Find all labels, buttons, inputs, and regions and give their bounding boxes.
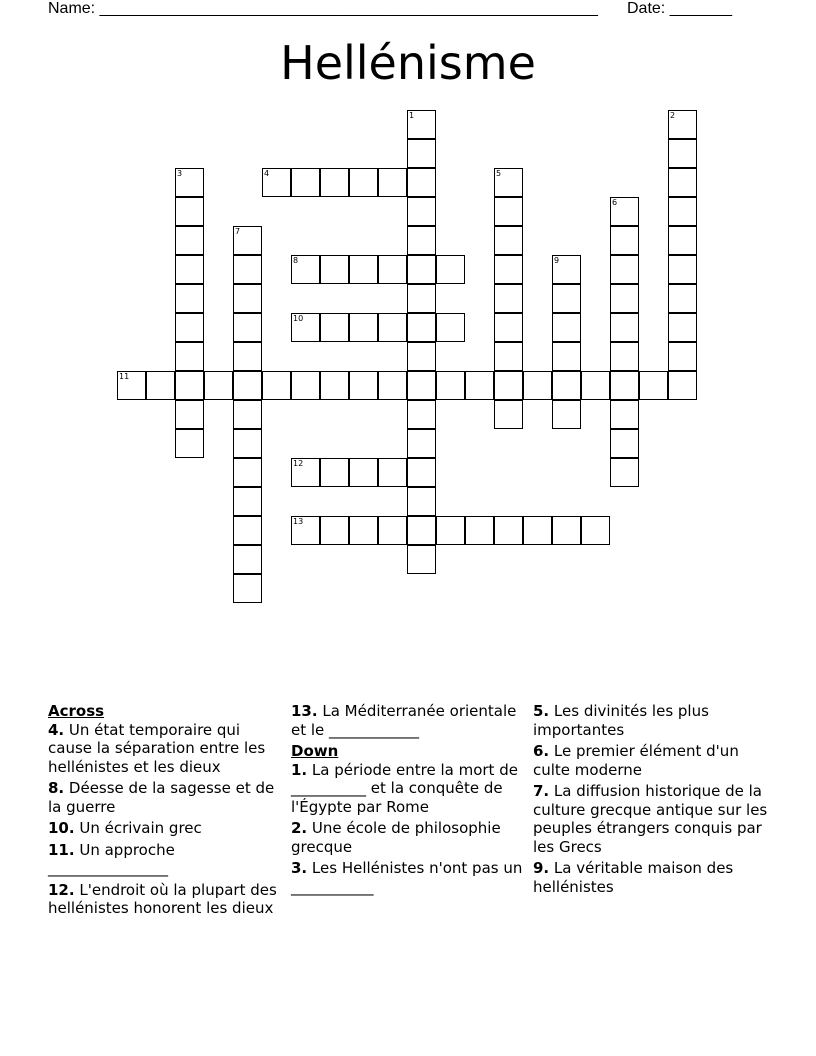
grid-cell[interactable]: [175, 255, 204, 284]
grid-cell[interactable]: [610, 458, 639, 487]
grid-cell[interactable]: [407, 545, 436, 574]
grid-cell[interactable]: [233, 429, 262, 458]
cell-number: 7: [235, 227, 241, 236]
grid-cell[interactable]: [175, 400, 204, 429]
clue-text: La période entre la mort de __________ et la conquête de l'Égypte par Rome: [291, 760, 518, 816]
grid-cell[interactable]: [117, 371, 146, 400]
grid-cell[interactable]: [262, 371, 291, 400]
grid-cell[interactable]: [407, 313, 436, 342]
grid-cell[interactable]: [407, 139, 436, 168]
clue-down-5: [533, 702, 771, 739]
grid-cell[interactable]: [668, 110, 697, 139]
grid-cell[interactable]: [233, 487, 262, 516]
grid-cell[interactable]: [407, 110, 436, 139]
grid-cell[interactable]: [349, 313, 378, 342]
grid-cell[interactable]: [320, 458, 349, 487]
grid-cell[interactable]: [407, 516, 436, 545]
grid-cell[interactable]: [233, 574, 262, 603]
grid-cell[interactable]: [349, 255, 378, 284]
grid-cell[interactable]: [436, 313, 465, 342]
grid-cell[interactable]: [175, 226, 204, 255]
grid-cell[interactable]: [552, 342, 581, 371]
clues-column-3: [533, 702, 771, 899]
cell-number: 1: [409, 111, 415, 120]
grid-cell[interactable]: [436, 255, 465, 284]
grid-cell[interactable]: [407, 168, 436, 197]
grid-cell[interactable]: [320, 168, 349, 197]
grid-cell[interactable]: [581, 371, 610, 400]
down-heading: Down: [291, 742, 339, 760]
grid-cell[interactable]: [175, 429, 204, 458]
grid-cell[interactable]: [668, 197, 697, 226]
grid-cell[interactable]: [378, 371, 407, 400]
page-title: Hellénisme: [280, 36, 536, 90]
grid-cell[interactable]: [349, 516, 378, 545]
clue-across-11: [48, 841, 286, 878]
clue-down-2: [291, 819, 529, 856]
date-field-label: Date: _______: [627, 0, 732, 17]
clue-text: Le premier élément d'un culte moderne: [533, 742, 739, 779]
cell-number: 9: [554, 256, 560, 265]
clue-text: La Méditerranée orientale et le ____________: [291, 702, 517, 739]
grid-cell[interactable]: [233, 342, 262, 371]
clue-number: 2.: [291, 819, 308, 837]
grid-cell[interactable]: [407, 342, 436, 371]
grid-cell[interactable]: [175, 342, 204, 371]
grid-cell[interactable]: [320, 371, 349, 400]
grid-cell[interactable]: [378, 458, 407, 487]
clue-number: 11.: [48, 840, 75, 859]
grid-cell[interactable]: [233, 545, 262, 574]
grid-cell[interactable]: [668, 342, 697, 371]
across-heading: Across: [48, 702, 105, 720]
cell-number: 8: [293, 256, 299, 265]
grid-cell[interactable]: [262, 168, 291, 197]
grid-cell[interactable]: [494, 342, 523, 371]
grid-cell[interactable]: [349, 371, 378, 400]
grid-cell[interactable]: [523, 371, 552, 400]
grid-cell[interactable]: [291, 516, 320, 545]
grid-cell[interactable]: [378, 168, 407, 197]
grid-cell[interactable]: [523, 516, 552, 545]
grid-cell[interactable]: [407, 400, 436, 429]
grid-cell[interactable]: [436, 516, 465, 545]
grid-cell[interactable]: [668, 284, 697, 313]
grid-cell[interactable]: [610, 429, 639, 458]
grid-cell[interactable]: [494, 284, 523, 313]
grid-cell[interactable]: [146, 371, 175, 400]
grid-cell[interactable]: [552, 400, 581, 429]
clue-down-1: [291, 761, 529, 817]
clue-text: La véritable maison des hellénistes: [533, 859, 734, 896]
cell-number: 4: [264, 169, 270, 178]
grid-cell[interactable]: [407, 255, 436, 284]
grid-cell[interactable]: [175, 313, 204, 342]
grid-cell[interactable]: [668, 226, 697, 255]
grid-cell[interactable]: [320, 313, 349, 342]
grid-cell[interactable]: [320, 516, 349, 545]
grid-cell[interactable]: [407, 226, 436, 255]
clue-down-7: [533, 782, 771, 856]
grid-cell[interactable]: [291, 255, 320, 284]
grid-cell[interactable]: [291, 313, 320, 342]
clue-number: 12.: [48, 880, 75, 899]
grid-cell[interactable]: [552, 371, 581, 400]
clue-text: Une école de philosophie grecque: [291, 819, 501, 856]
grid-cell[interactable]: [610, 400, 639, 429]
clue-number: 3.: [291, 859, 308, 877]
grid-cell[interactable]: [349, 458, 378, 487]
cell-number: 10: [293, 314, 304, 323]
grid-cell[interactable]: [581, 516, 610, 545]
clue-text: Un état temporaire qui cause la séparation entre les hellénistes et les dieux: [48, 720, 266, 776]
clue-across-13: [291, 702, 529, 739]
grid-cell[interactable]: [465, 371, 494, 400]
grid-cell[interactable]: [610, 284, 639, 313]
grid-cell[interactable]: [639, 371, 668, 400]
grid-cell[interactable]: [233, 400, 262, 429]
clue-number: 1.: [291, 760, 308, 779]
clue-down-3: [291, 859, 529, 896]
clue-across-8: [48, 779, 286, 816]
grid-cell[interactable]: [175, 168, 204, 197]
grid-cell[interactable]: [320, 255, 349, 284]
grid-cell[interactable]: [407, 371, 436, 400]
clue-number: 8.: [48, 779, 65, 797]
grid-cell[interactable]: [494, 255, 523, 284]
cell-number: 6: [612, 198, 618, 207]
grid-cell[interactable]: [668, 168, 697, 197]
clue-text: La diffusion historique de la culture grecque antique sur les peuples étrangers conquis par les Grecs: [533, 782, 768, 856]
grid-cell[interactable]: [494, 226, 523, 255]
grid-cell[interactable]: [378, 516, 407, 545]
grid-cell[interactable]: [233, 313, 262, 342]
clue-number: 5.: [533, 702, 550, 720]
grid-cell[interactable]: [494, 516, 523, 545]
grid-cell[interactable]: [436, 371, 465, 400]
grid-cell[interactable]: [552, 255, 581, 284]
cell-number: 11: [119, 372, 130, 381]
grid-cell[interactable]: [610, 342, 639, 371]
grid-cell[interactable]: [668, 139, 697, 168]
cell-number: 12: [293, 459, 304, 468]
grid-cell[interactable]: [233, 458, 262, 487]
grid-cell[interactable]: [407, 458, 436, 487]
grid-cell[interactable]: [233, 226, 262, 255]
grid-cell[interactable]: [668, 371, 697, 400]
cell-number: 5: [496, 169, 502, 178]
grid-cell[interactable]: [407, 284, 436, 313]
grid-cell[interactable]: [291, 371, 320, 400]
clue-number: 7.: [533, 782, 550, 800]
grid-cell[interactable]: [233, 255, 262, 284]
clue-across-12: [48, 881, 286, 918]
grid-cell[interactable]: [465, 516, 494, 545]
clues-column-2: [291, 702, 529, 899]
clue-number: 6.: [533, 742, 550, 760]
grid-cell[interactable]: [175, 284, 204, 313]
grid-cell[interactable]: [494, 168, 523, 197]
clue-text: Un écrivain grec: [79, 819, 202, 837]
grid-cell[interactable]: [291, 168, 320, 197]
grid-cell[interactable]: [610, 197, 639, 226]
grid-cell[interactable]: [610, 226, 639, 255]
clue-text: Déesse de la sagesse et de la guerre: [48, 779, 275, 816]
clue-text: Les divinités les plus importantes: [533, 702, 709, 739]
grid-cell[interactable]: [494, 400, 523, 429]
grid-cell[interactable]: [552, 516, 581, 545]
grid-cell[interactable]: [494, 313, 523, 342]
clue-across-10: [48, 819, 286, 838]
grid-cell[interactable]: [175, 371, 204, 400]
grid-cell[interactable]: [552, 284, 581, 313]
grid-cell[interactable]: [407, 429, 436, 458]
clue-number: 10.: [48, 819, 75, 837]
clue-number: 13.: [291, 702, 318, 720]
name-field-label: Name: ________________________________________________________: [48, 0, 598, 17]
grid-cell[interactable]: [494, 371, 523, 400]
grid-cell[interactable]: [668, 313, 697, 342]
grid-cell[interactable]: [175, 197, 204, 226]
clue-down-6: [533, 742, 771, 779]
grid-cell[interactable]: [610, 313, 639, 342]
cell-number: 13: [293, 517, 304, 526]
grid-cell[interactable]: [494, 197, 523, 226]
clue-down-9: [533, 859, 771, 896]
clue-number: 9.: [533, 859, 550, 877]
cell-number: 3: [177, 169, 183, 178]
grid-cell[interactable]: [610, 371, 639, 400]
clue-text: Les Hellénistes n'ont pas un ___________: [291, 859, 523, 896]
cell-number: 2: [670, 111, 676, 120]
clue-text: L'endroit où la plupart des hellénistes honorent les dieux: [48, 880, 277, 917]
grid-cell[interactable]: [291, 458, 320, 487]
clue-text: Un approche ________________: [48, 840, 175, 877]
grid-cell[interactable]: [552, 313, 581, 342]
clue-across-4: [48, 721, 286, 777]
grid-cell[interactable]: [610, 255, 639, 284]
grid-cell[interactable]: [378, 313, 407, 342]
grid-cell[interactable]: [233, 371, 262, 400]
grid-cell[interactable]: [407, 487, 436, 516]
grid-cell[interactable]: [378, 255, 407, 284]
grid-cell[interactable]: [233, 516, 262, 545]
grid-cell[interactable]: [668, 255, 697, 284]
grid-cell[interactable]: [407, 197, 436, 226]
clue-number: 4.: [48, 720, 65, 739]
grid-cell[interactable]: [233, 284, 262, 313]
grid-cell[interactable]: [349, 168, 378, 197]
grid-cell[interactable]: [204, 371, 233, 400]
clues-column-1: [48, 702, 286, 921]
